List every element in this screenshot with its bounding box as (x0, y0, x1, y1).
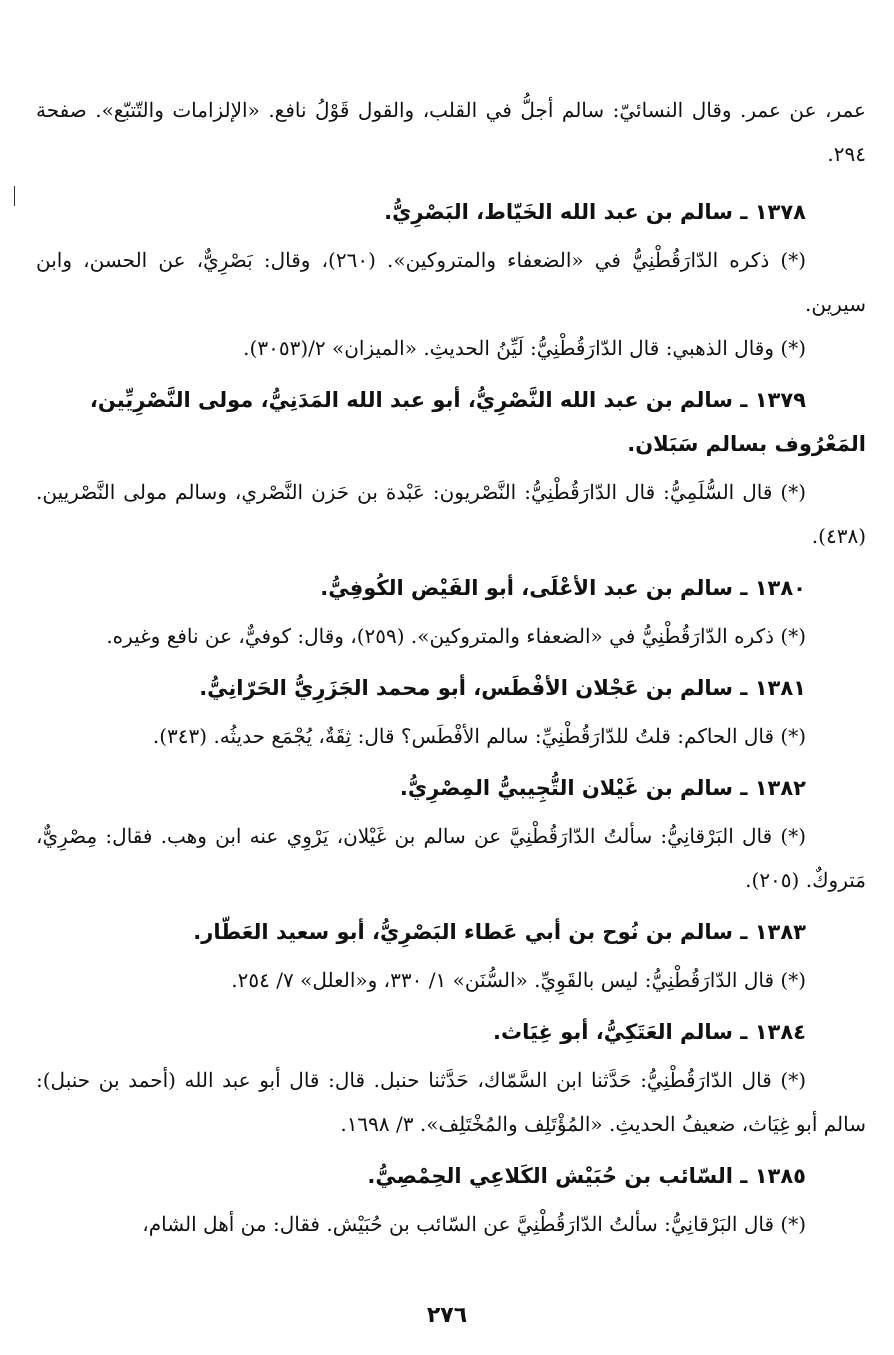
text-column (36, 88, 866, 1246)
entry-heading-1381: ١٣٨١ ـ سالم بن عَجْلان الأفْطَس، أبو محمد الجَزَرِيُّ الحَرّانِيُّ. (199, 676, 806, 700)
entry-note-1378b: (*) وقال الذهبي: قال الدّارَقُطْنِيُّ: لَيِّنُ الحديثِ. «الميزان» ٢/(٣٠٥٣). (243, 336, 806, 360)
entry-note-1384: (*) قال الدّارَقُطْنِيُّ: حَدَّثنا ابن السَّمّاك، حَدَّثنا حنبل. قال: قال أبو عبد الله (أحمد بن حنبل): سالم أبو غِيَاث، ضعيفُ الحديثِ. «المُؤْتَلِف والمُخْتَلِف». ٣/ ١٦٩٨. (36, 1068, 866, 1136)
entry-note-1383: (*) قال الدّارَقُطْنِيُّ: ليس بالقَوِيِّ. «السُّنَن» ١/ ٣٣٠، و«العلل» ٧/ ٢٥٤. (231, 968, 806, 992)
entry-note-1378a: (*) ذكره الدّارَقُطْنِيُّ في «الضعفاء والمتروكين». (٢٦٠)، وقال: بَصْرِيٌّ، عن الحسن، وابن سيرين. (36, 248, 866, 316)
entry-note-1379: (*) قال السُّلَمِيُّ: قال الدّارَقُطْنِيُّ: النَّصْريون: عَبْدة بن حَزن النَّصْري، وسالم مولى النَّصْريين. (٤٣٨). (36, 480, 866, 548)
entry-note-1382: (*) قال البَرْقانِيُّ: سألتُ الدّارَقُطْنِيَّ عن سالم بن غَيْلان، يَرْوِي عنه ابن وهب. فقال: مِصْرِيٌّ، مَتروكٌ. (٢٠٥). (36, 824, 866, 892)
entry-heading-1378: ١٣٧٨ ـ سالم بن عبد الله الخَيّاط، البَصْرِيُّ. (384, 200, 806, 224)
entry-note-1380: (*) ذكره الدّارَقُطْنِيُّ في «الضعفاء والمتروكين». (٢٥٩)، وقال: كوفيٌّ، عن نافع وغيره. (106, 624, 806, 648)
margin-mark (14, 186, 15, 206)
entry-heading-1385: ١٣٨٥ ـ السّائب بن حُبَيْش الكَلاعِي الحِمْصِيُّ. (367, 1164, 806, 1188)
entry-heading-1380: ١٣٨٠ ـ سالم بن عبد الأعْلَى، أبو الفَيْض الكُوفِيُّ. (320, 576, 806, 600)
entry-heading-1383: ١٣٨٣ ـ سالم بن نُوح بن أبي عَطاء البَصْرِيُّ، أبو سعيد العَطّار. (193, 920, 806, 944)
continued-paragraph: عمر، عن عمر. وقال النسائيّ: سالم أجلُّ في القلب، والقول قَوْلُ نافع. «الإلزامات والتّتبّع». صفحة ٢٩٤. (36, 98, 866, 166)
entry-note-1385: (*) قال البَرْقانِيُّ: سألتُ الدّارَقُطْنِيَّ عن السّائب بن حُبَيْش. فقال: من أهل الشام، (142, 1212, 806, 1236)
entry-note-1381: (*) قال الحاكم: قلتُ للدّارَقُطْنِيِّ: سالم الأفْطَس؟ قال: ثِقَةٌ، يُجْمَع حديثُه. (٣٤٣). (152, 724, 806, 748)
entry-heading-1384: ١٣٨٤ ـ سالم العَتَكِيُّ، أبو غِيَاث. (493, 1020, 806, 1044)
entry-heading-1379: ١٣٧٩ ـ سالم بن عبد الله النَّصْرِيُّ، أبو عبد الله المَدَنِيُّ، مولى النَّصْرِيِّين، المَعْرُوف بسالم سَبَلان. (89, 388, 866, 456)
page-number: ٢٧٦ (426, 1303, 468, 1328)
entry-heading-1382: ١٣٨٢ ـ سالم بن غَيْلان التُّجِيبيُّ المِصْرِيُّ. (399, 776, 806, 800)
